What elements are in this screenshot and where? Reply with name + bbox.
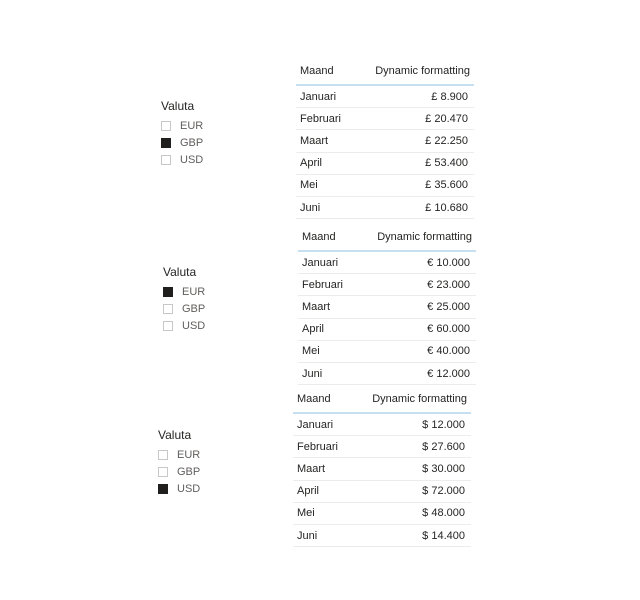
cell-month: Juni [302,367,323,380]
slicer-option-usd[interactable] [158,480,200,497]
checkbox-usd[interactable] [161,155,171,165]
table-row [298,274,476,296]
option-label: USD [180,153,204,166]
cell-month: Januari [297,418,334,431]
option-label: GBP [182,302,206,315]
table-row [298,341,476,363]
table-header [298,224,476,252]
cell-value: € 10.000 [427,256,470,269]
cell-month: Februari [302,278,343,291]
col-header-maand[interactable]: Maand [300,65,334,77]
cell-value: $ 72.000 [422,485,465,498]
table-3 [293,386,471,547]
option-label: GBP [180,136,204,149]
cell-month: April [297,485,320,498]
table-row [298,319,476,341]
cell-value: £ 35.600 [425,179,468,192]
cell-month: Januari [302,256,339,269]
checkbox-eur[interactable] [161,121,171,131]
cell-month: Maart [302,300,331,313]
col-header-maand[interactable]: Maand [297,393,331,405]
table-row [296,86,474,108]
table-row [298,252,476,274]
slicer-option-gbp[interactable] [161,134,203,151]
checkbox-eur[interactable] [158,450,168,460]
cell-month: Juni [300,201,321,214]
cell-value: € 40.000 [427,345,470,358]
cell-value: $ 48.000 [422,507,465,520]
table-1 [296,58,474,219]
table-row [293,458,471,480]
option-label: EUR [180,119,204,132]
slicer-option-eur[interactable] [163,283,205,300]
checkbox-eur[interactable] [163,287,173,297]
col-header-dynamic-formatting[interactable]: Dynamic formatting [372,393,467,405]
cell-month: Maart [297,462,326,475]
currency-slicer-1 [161,99,203,168]
cell-value: € 12.000 [427,367,470,380]
col-header-dynamic-formatting[interactable]: Dynamic formatting [377,231,472,243]
option-label: USD [182,319,206,332]
cell-value: € 25.000 [427,300,470,313]
cell-month: Juni [297,529,318,542]
table-header [293,386,471,414]
table-row [296,197,474,219]
table-row [293,481,471,503]
cell-month: Februari [297,440,338,453]
table-row [296,153,474,175]
cell-month: Mei [297,507,315,520]
cell-month: Mei [300,179,318,192]
table-2 [298,224,476,385]
slicer-option-usd[interactable] [161,151,203,168]
table-row [296,175,474,197]
cell-value: $ 14.400 [422,529,465,542]
slicer-option-usd[interactable] [163,317,205,334]
table-row [296,108,474,130]
cell-value: € 23.000 [427,278,470,291]
option-label: USD [177,482,201,495]
cell-value: $ 12.000 [422,418,465,431]
option-label: EUR [177,448,201,461]
cell-month: Maart [300,134,329,147]
cell-value: £ 10.680 [425,201,468,214]
table-row [298,363,476,385]
cell-month: April [300,157,323,170]
option-label: EUR [182,285,206,298]
table-header [296,58,474,86]
cell-month: April [302,323,325,336]
checkbox-gbp[interactable] [158,467,168,477]
cell-value: $ 30.000 [422,462,465,475]
slicer-option-eur[interactable] [158,446,200,463]
checkbox-gbp[interactable] [163,304,173,314]
slicer-option-gbp[interactable] [163,300,205,317]
checkbox-usd[interactable] [158,484,168,494]
currency-slicer-2 [163,265,205,334]
slicer-option-eur[interactable] [161,117,203,134]
table-row [293,414,471,436]
table-row [298,296,476,318]
currency-slicer-3 [158,428,200,497]
slicer-title: Valuta [158,428,192,442]
table-row [293,436,471,458]
cell-value: € 60.000 [427,323,470,336]
cell-month: Januari [300,90,337,103]
cell-value: $ 27.600 [422,440,465,453]
slicer-option-gbp[interactable] [158,463,200,480]
table-row [293,525,471,547]
slicer-title: Valuta [163,265,197,279]
col-header-dynamic-formatting[interactable]: Dynamic formatting [375,65,470,77]
cell-value: £ 8.900 [431,90,468,103]
cell-value: £ 22.250 [425,134,468,147]
table-row [296,130,474,152]
slicer-title: Valuta [161,99,195,113]
cell-value: £ 20.470 [425,112,468,125]
option-label: GBP [177,465,201,478]
checkbox-gbp[interactable] [161,138,171,148]
checkbox-usd[interactable] [163,321,173,331]
cell-value: £ 53.400 [425,157,468,170]
cell-month: Mei [302,345,320,358]
table-row [293,503,471,525]
cell-month: Februari [300,112,341,125]
col-header-maand[interactable]: Maand [302,231,336,243]
